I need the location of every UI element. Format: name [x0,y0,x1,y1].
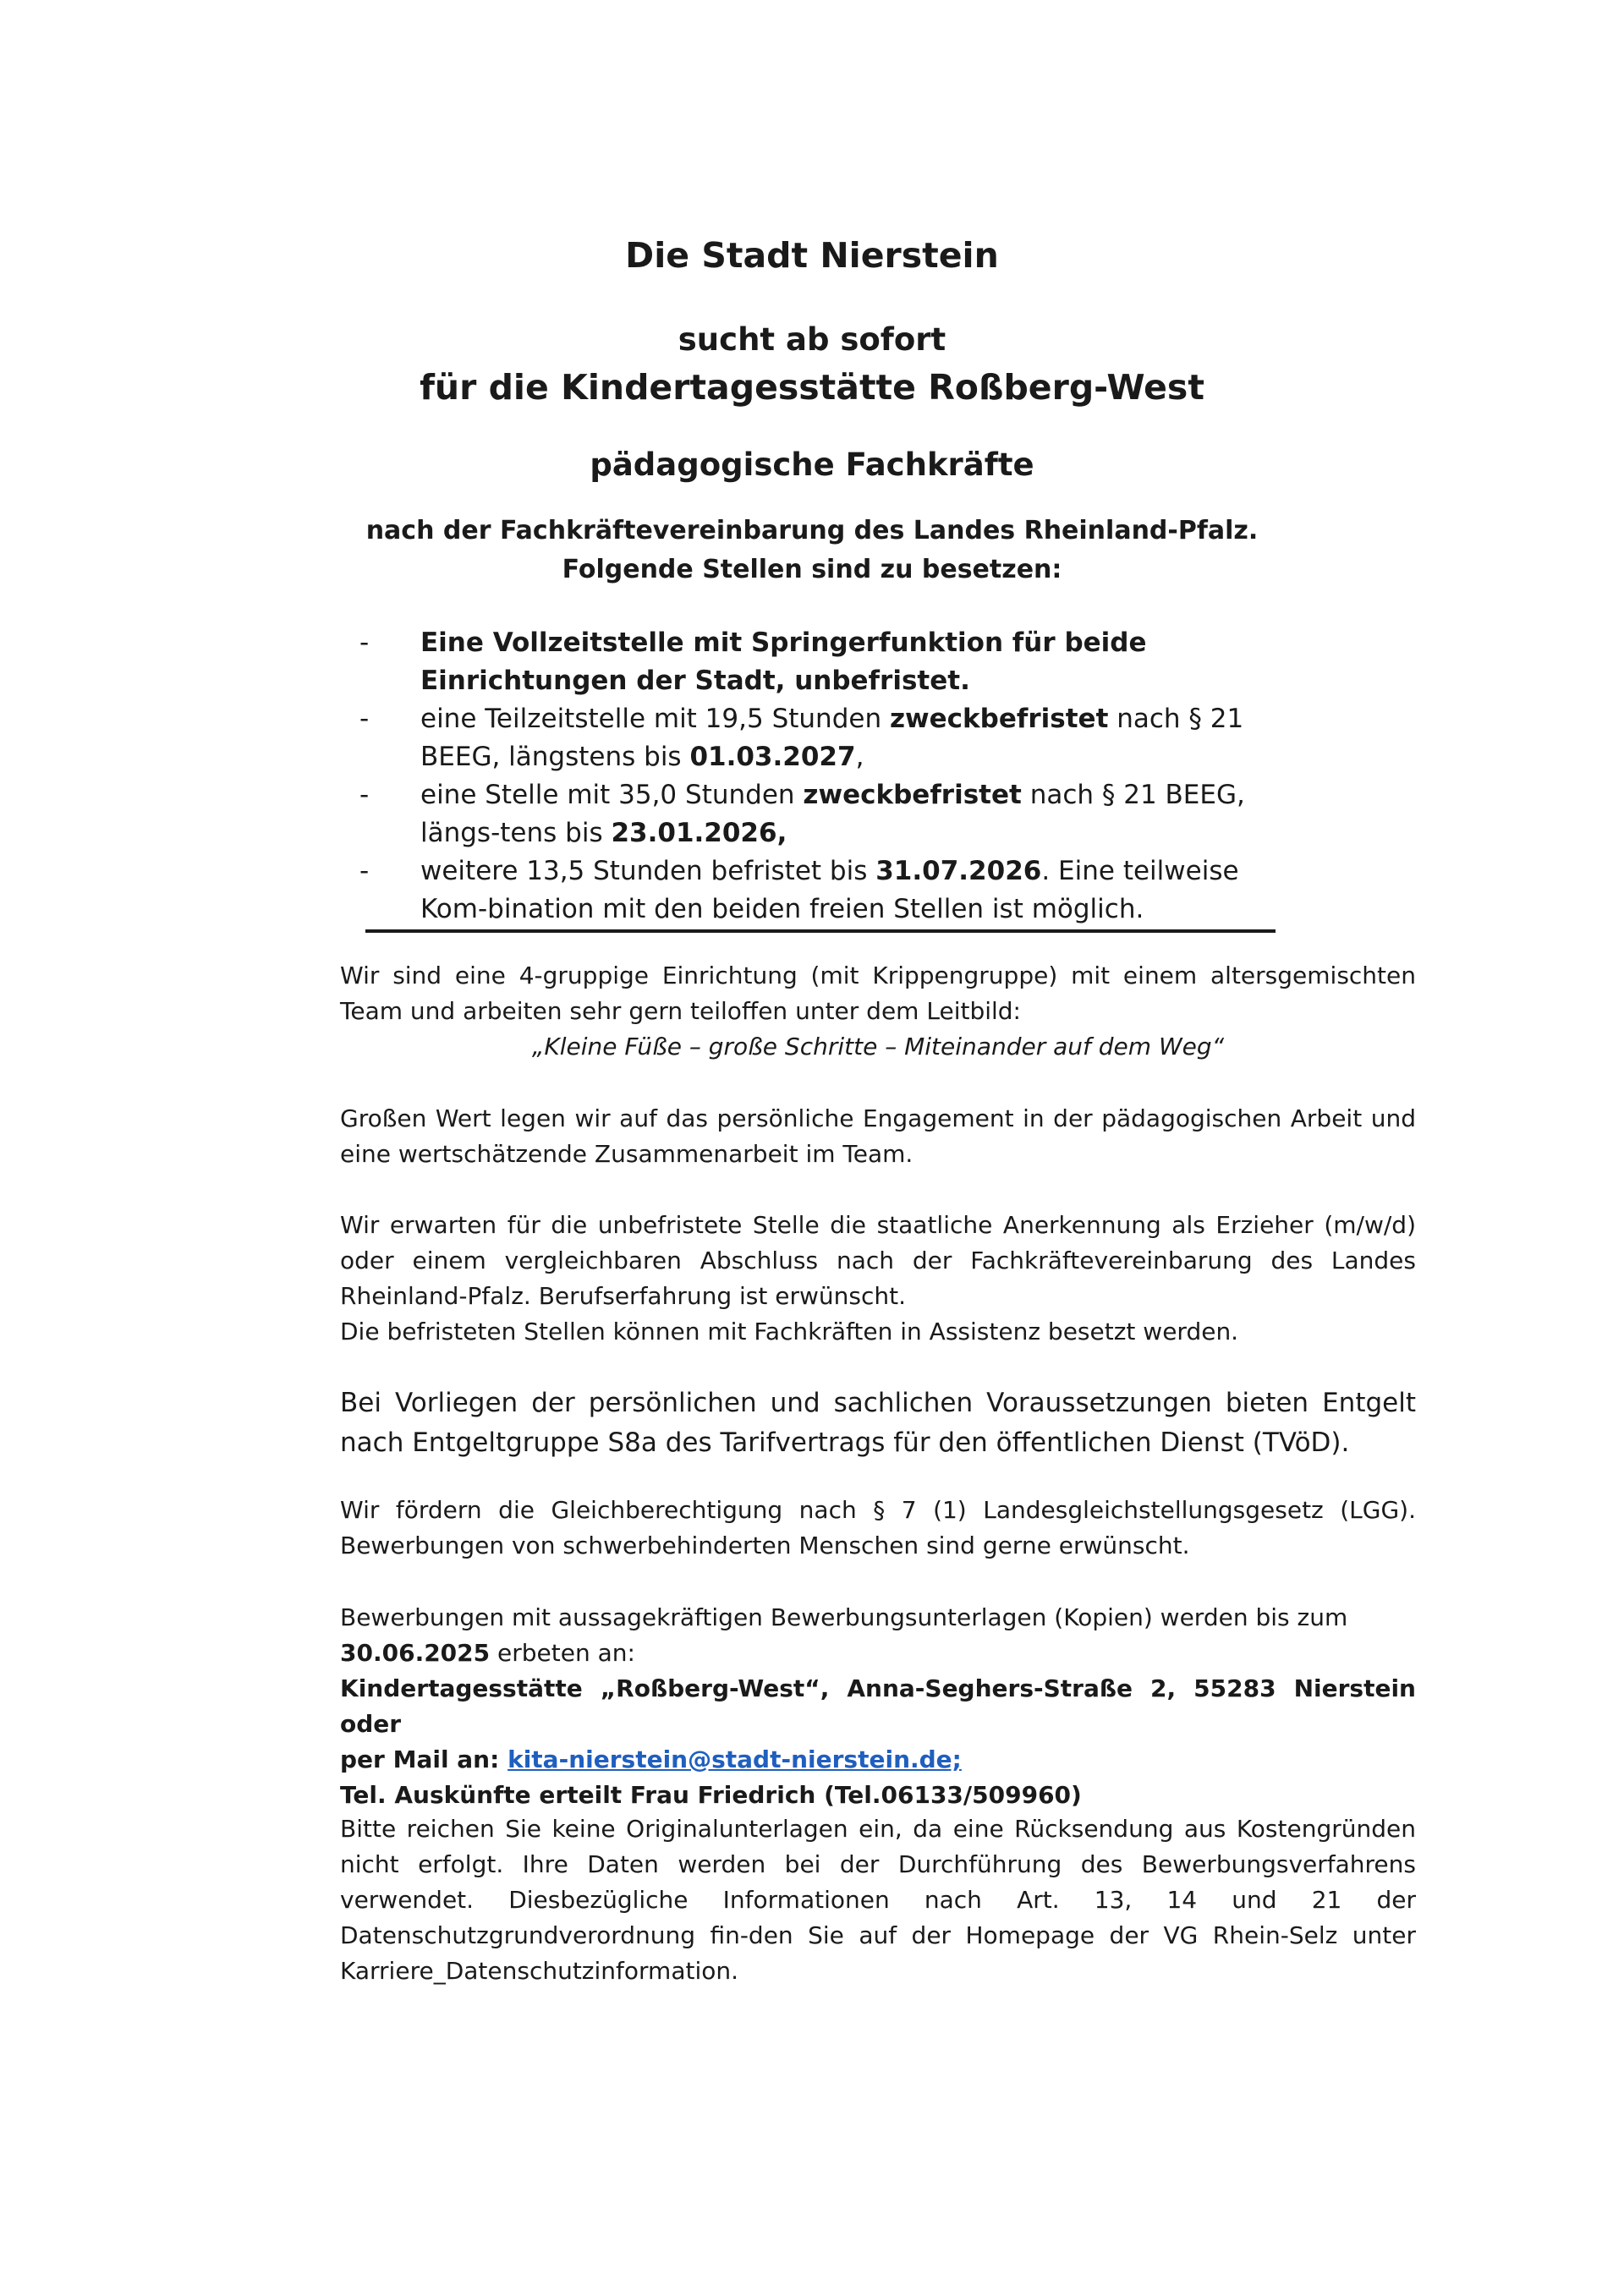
requirements-text: Wir erwarten für die unbefristete Stelle die staatliche Anerkennung als Erzieher (m/w/d) oder einem vergleichbaren Abschluss nach der Fachkräftevereinbarung des Landes Rheinland-Pfalz. Berufserfahrung ist erwünscht. [340,1211,1416,1310]
values-text: Großen Wert legen wir auf das persönliche Engagement in der pädagogischen Arbeit und eine wertschätzende Zusammenarbeit im Team. [340,1104,1416,1168]
email-link[interactable]: kita-nierstein@stadt-nierstein.de; [508,1745,962,1773]
list-item [359,776,1290,852]
position-text: . Eine teilweise Kom-bination mit den beiden freien Stellen ist möglich. [420,856,1239,924]
position-text: Eine Vollzeitstelle mit Springerfunktion für beide Einrichtungen der Stadt, unbefristet. [420,627,1147,696]
application-intro: Bewerbungen mit aussagekräftigen Bewerbungsunterlagen (Kopien) werden bis zum [340,1603,1348,1631]
equality-text: Wir fördern die Gleichberechtigung nach § 7 (1) Landesgleichstellungsgesetz (LGG). Bewerbungen von schwerbehinderten Menschen sind gerne erwünscht. [340,1496,1416,1559]
page-title: Die Stadt Nierstein [625,235,999,276]
position-date: 31.07.2026 [875,856,1042,886]
position-text: , [855,742,864,772]
position-emphasis: zweckbefristet [803,780,1022,810]
facility-heading: für die Kindertagesstätte Roßberg-West [420,367,1204,408]
contact-info: Tel. Auskünfte erteilt Frau Friedrich (Tel.06133/509960) [340,1781,1082,1809]
position-text: eine Stelle mit 35,0 Stunden [420,780,804,810]
application-paragraph [340,1600,1416,1813]
basis-line: nach der Fachkräftevereinbarung des Landes Rheinland-Pfalz. [365,516,1259,545]
privacy-text: Bitte reichen Sie keine Originalunterlagen ein, da eine Rücksendung aus Kostengründen nicht erfolgt. Ihre Daten werden bei der Durchführung des Bewerbungsverfahrens verwendet. Diesbezügliche Informationen nach Art. 13, 14 und 21 der Datenschutzgrundverordnung fin-den Sie auf der Homepage der VG Rhein-Selz unter Karriere_Datenschutzinformation. [340,1815,1416,1985]
subtitle: sucht ab sofort [678,321,946,358]
equality-paragraph [340,1493,1416,1564]
salary-text: Bei Vorliegen der persönlichen und sachlichen Voraussetzungen bieten Entgelt nach Entgeltgruppe S8a des Tarifvertrags für den öffentlichen Dienst (TVöD). [340,1388,1416,1458]
positions-list [359,624,1290,929]
position-text: eine Teilzeitstelle mit 19,5 Stunden [420,704,890,734]
role-heading: pädagogische Fachkräfte [590,447,1034,483]
application-address: Kindertagesstätte „Roßberg-West“, Anna-Seghers-Straße 2, 55283 Nierstein oder [340,1674,1416,1738]
motto: „Kleine Füße – große Schritte – Miteinander auf dem Weg“ [531,1033,1225,1060]
values-paragraph [340,1101,1416,1172]
assistance-text: Die befristeten Stellen können mit Fachkräften in Assistenz besetzt werden. [340,1318,1239,1345]
list-dash: - [359,856,370,886]
position-text: nach § 21 BEEG, längs-tens bis [420,780,1245,848]
application-deadline: 30.06.2025 [340,1639,491,1667]
list-dash: - [359,780,370,810]
positions-intro: Folgende Stellen sind zu besetzen: [562,555,1062,584]
list-dash: - [359,627,370,658]
requirements-paragraph [340,1208,1416,1350]
position-date: 23.01.2026, [611,818,787,848]
privacy-paragraph [340,1811,1416,1989]
list-dash: - [359,704,370,734]
position-text: nach § 21 BEEG, längstens bis [420,704,1244,772]
list-item [359,700,1290,776]
application-deadline-suffix: erbeten an: [490,1639,635,1667]
position-date: 01.03.2027 [689,742,856,772]
position-emphasis: zweckbefristet [889,704,1109,734]
salary-paragraph [340,1384,1416,1463]
divider [365,929,1276,933]
basis-block [0,512,1624,589]
list-item [359,624,1290,700]
position-text: weitere 13,5 Stunden befristet bis [420,856,876,886]
about-text: Wir sind eine 4-gruppige Einrichtung (mit Krippengruppe) mit einem altersgemischten Team und arbeiten sehr gern teiloffen unter dem Leitbild: [340,962,1416,1025]
list-item [359,852,1290,929]
mail-label: per Mail an: [340,1745,508,1773]
about-paragraph [340,958,1416,1065]
